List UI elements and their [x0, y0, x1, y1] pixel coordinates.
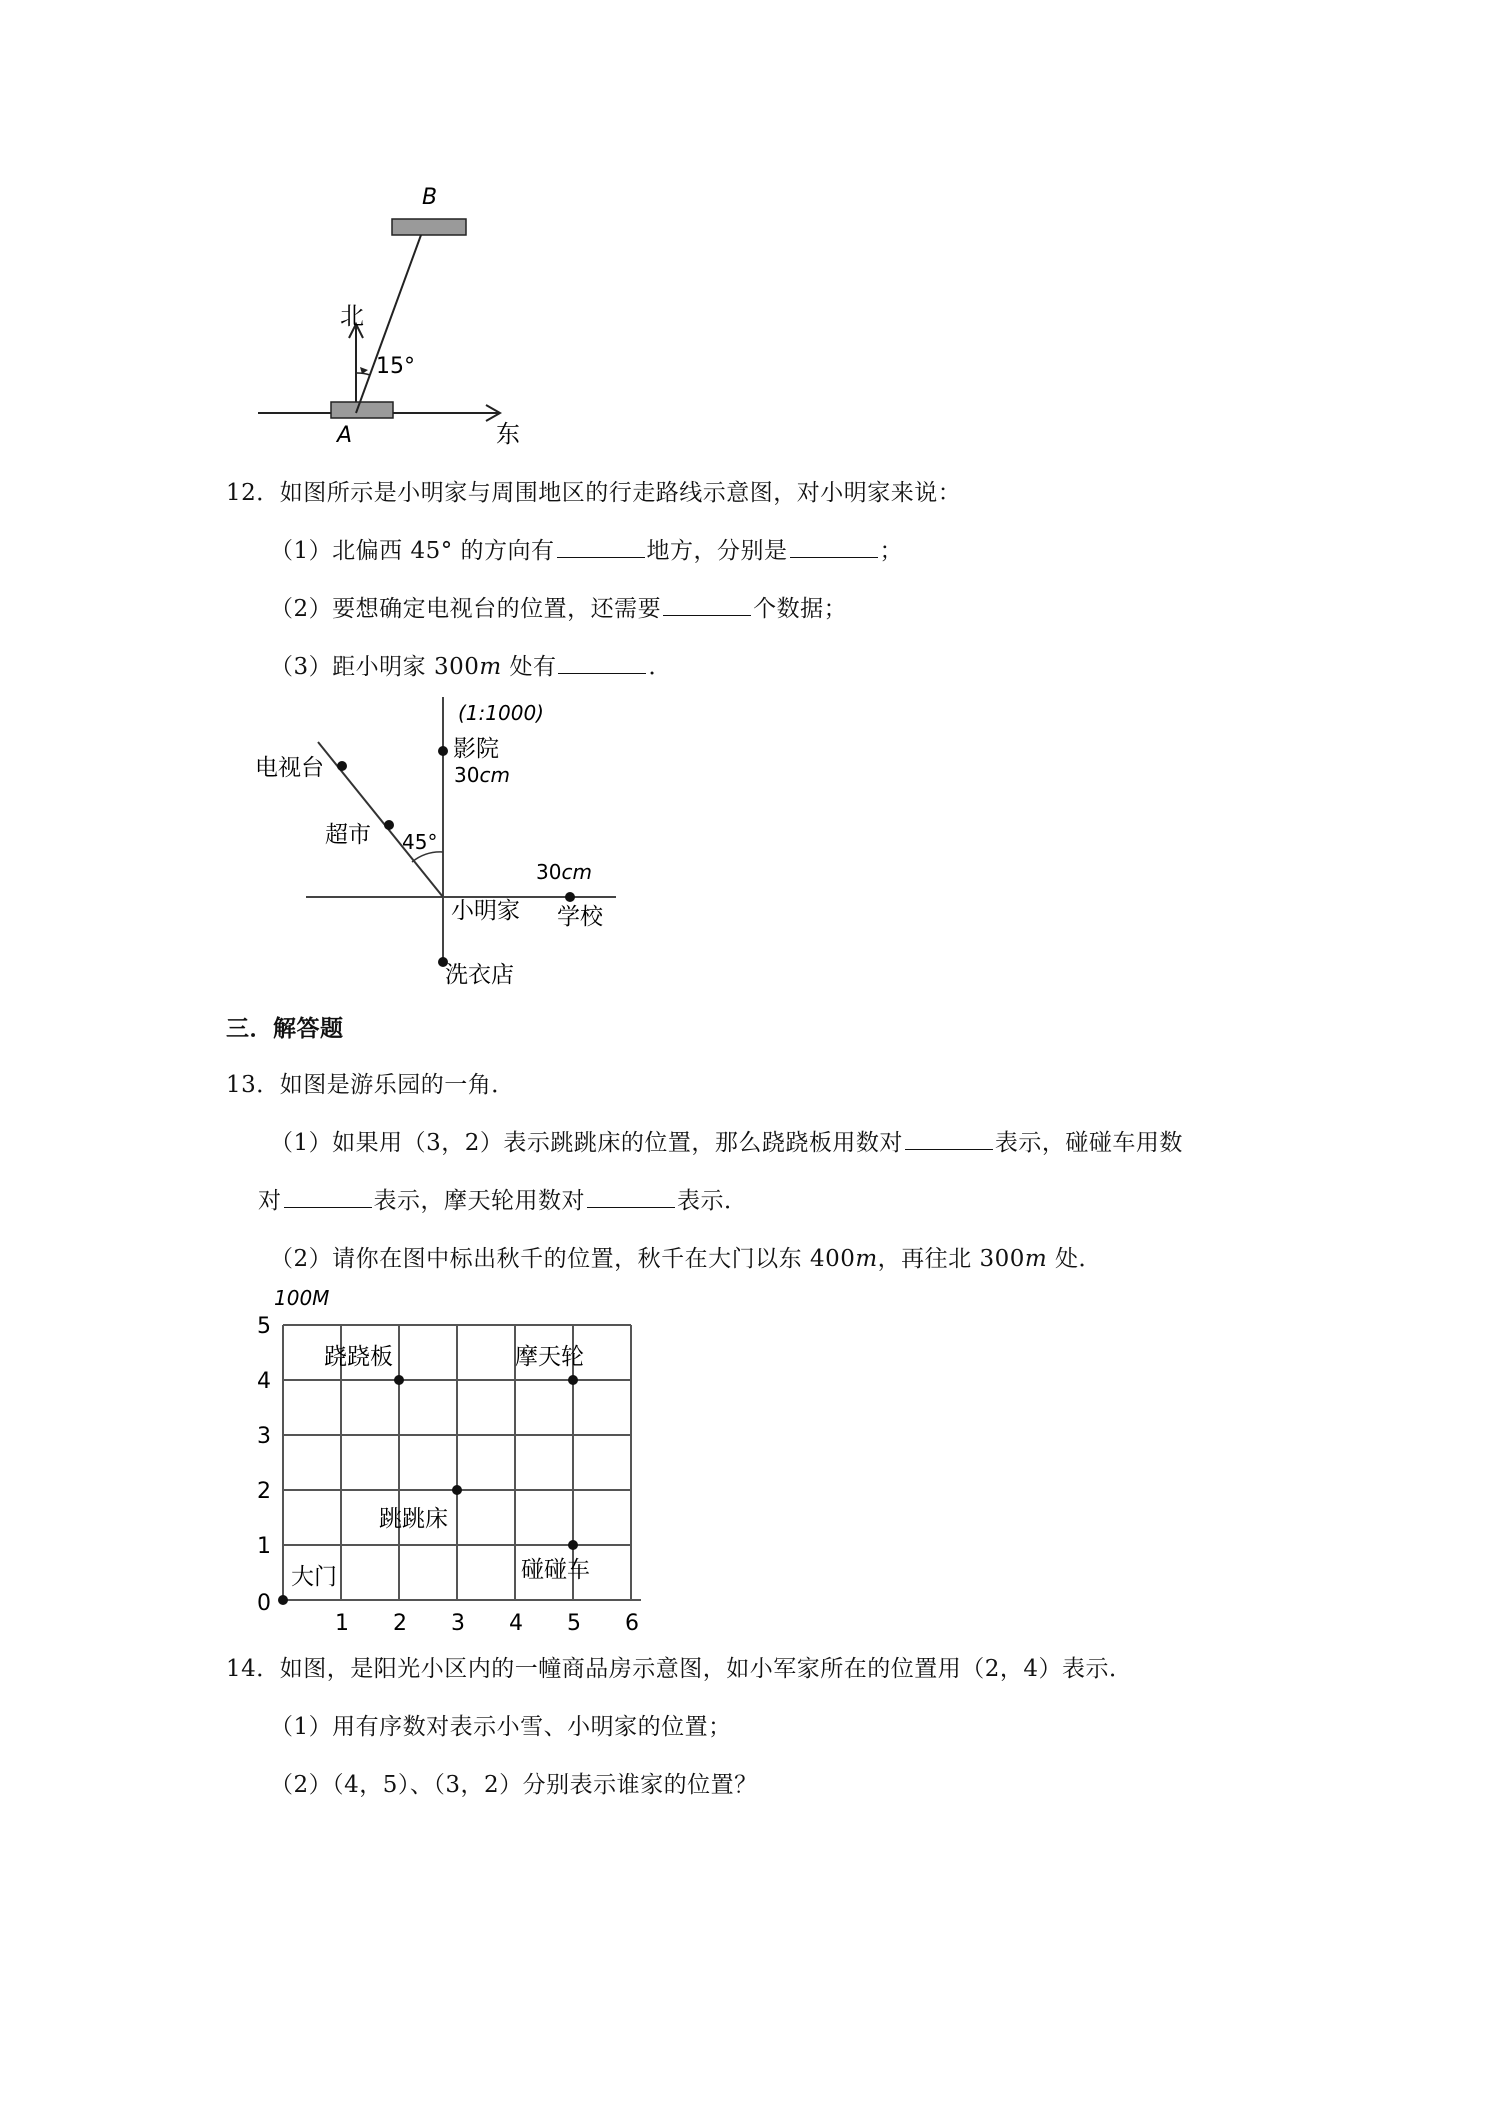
x-tick-label: 1 [335, 1611, 349, 1636]
scale-label: (1:1000) [458, 701, 544, 725]
grid-point [568, 1375, 578, 1385]
school-label: 学校 [557, 904, 603, 930]
x-tick-label: 5 [567, 1611, 581, 1636]
q14-part1 [270, 1708, 732, 1741]
grid-point [452, 1485, 462, 1495]
laundry-label: 洗衣店 [445, 962, 514, 988]
q13-p1-a: （1）如果用（3，2）表示跳跳床的位置，那么跷跷板用数对 [270, 1130, 903, 1156]
q13-p1-b: 表示，碰碰车用数 [994, 1130, 1183, 1156]
label-a: A [337, 423, 353, 448]
q12-p3-c: ． [648, 654, 672, 680]
q12-p3-a: （3）距小明家 300 [270, 654, 480, 680]
q13-p2-d: 处． [1047, 1246, 1103, 1272]
q12-p3-b: 处有 [501, 654, 557, 680]
q13-stem-text: 13．如图是游乐园的一角． [226, 1072, 515, 1098]
grid-point-label: 碰碰车 [521, 1557, 590, 1583]
cinema-distance: 30cm [454, 763, 510, 787]
y-tick-label: 1 [257, 1534, 271, 1559]
section-title-text: 三．解答题 [226, 1016, 344, 1042]
supermarket-label: 超市 [325, 822, 371, 848]
y-tick-label: 5 [257, 1314, 271, 1339]
grid-point-label: 跷跷板 [324, 1344, 393, 1370]
y-tick-label: 0 [257, 1591, 271, 1616]
north-label: 北 [340, 302, 364, 330]
y-tick-label: 3 [257, 1424, 271, 1449]
grid-point [278, 1595, 288, 1605]
q12-p2-a: （2）要想确定电视台的位置，还需要 [270, 596, 662, 622]
school-distance: 30cm [536, 860, 592, 884]
q13-p2-a: （2）请你在图中标出秋千的位置，秋千在大门以东 400 [270, 1246, 856, 1272]
grid-point [394, 1375, 404, 1385]
x-tick-label: 3 [451, 1611, 465, 1636]
q14-stem [226, 1650, 1133, 1683]
q12-p1-b: 地方，分别是 [646, 538, 788, 564]
y-tick-label: 2 [257, 1479, 271, 1504]
q12-p1-c: ； [879, 538, 904, 564]
angle-45-label: 45° [402, 830, 438, 854]
q13-p2-unit: m [855, 1246, 878, 1272]
q12-p1-a: （1）北偏西 45° 的方向有 [270, 538, 555, 564]
q12-stem-text: 12．如图所示是小明家与周围地区的行走路线示意图，对小明家来说： [226, 480, 962, 506]
tv-station-label: 电视台 [255, 755, 324, 781]
y-unit-label: 100M [274, 1286, 330, 1310]
x-tick-label: 2 [393, 1611, 407, 1636]
q14-p2: （2）（4，5）、（3，2）分别表示谁家的位置？ [270, 1772, 758, 1798]
angle-label: 15° [376, 354, 415, 379]
east-label: 东 [496, 420, 520, 448]
q12-p3-unit: m [479, 654, 502, 680]
q14-p1: （1）用有序数对表示小雪、小明家的位置； [270, 1714, 732, 1740]
q14-part2 [270, 1766, 758, 1799]
q12-p2-b: 个数据； [753, 596, 848, 622]
x-tick-label: 4 [509, 1611, 523, 1636]
cinema-label: 影院 [453, 736, 499, 762]
label-b: B [422, 185, 438, 210]
grid-point-label: 大门 [291, 1564, 337, 1590]
grid-point [568, 1540, 578, 1550]
x-tick-label: 6 [625, 1611, 639, 1636]
q13-p1-c: 对 [258, 1188, 282, 1214]
q13-p1-d: 表示，摩天轮用数对 [373, 1188, 585, 1214]
grid-point-label: 跳跳床 [379, 1506, 448, 1532]
home-label: 小明家 [451, 898, 520, 924]
q13-p2-b: ，再往北 300 [877, 1246, 1025, 1272]
q13-p2-unit2: m [1024, 1246, 1048, 1272]
y-tick-label: 4 [257, 1369, 271, 1394]
q14-stem-text: 14．如图，是阳光小区内的一幢商品房示意图，如小军家所在的位置用（2，4）表示． [226, 1656, 1133, 1682]
grid-point-label: 摩天轮 [515, 1344, 584, 1370]
q13-p1-e: 表示． [677, 1188, 748, 1214]
